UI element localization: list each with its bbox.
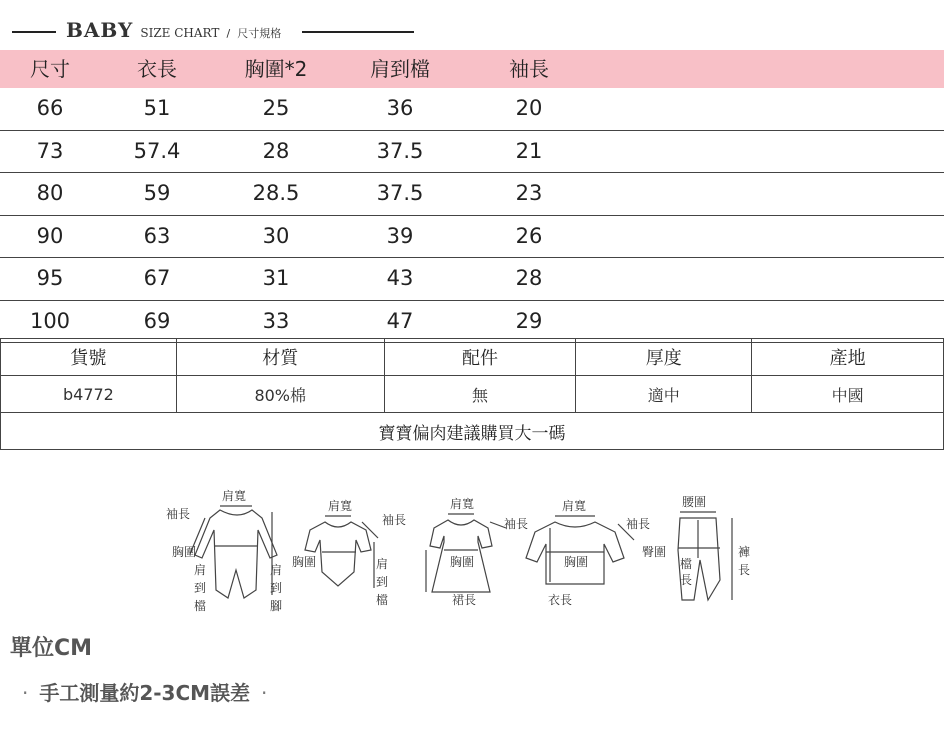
romper-crotch-label-2: 到	[194, 581, 207, 595]
bodysuit-crotch-label-2: 到	[376, 575, 389, 589]
table-cell: 20	[515, 96, 543, 120]
thickness: 適中	[576, 376, 752, 413]
unit-label: 單位CM	[10, 636, 93, 661]
table-cell: 36	[386, 96, 414, 120]
table-cell: 63	[143, 223, 171, 248]
title-separator: /	[226, 27, 231, 40]
material: 80%棉	[176, 376, 384, 413]
romper-outline	[195, 510, 277, 598]
bullet-dot-right: ·	[261, 681, 268, 705]
table-cell: 26	[515, 223, 543, 248]
column-header: 衣長	[137, 57, 177, 81]
table-cell: 67	[143, 266, 171, 290]
bodysuit-crotch-label-3: 檔	[376, 593, 389, 607]
bodysuit-outline	[305, 522, 371, 586]
romper-shoulder-label: 肩寬	[222, 489, 247, 503]
table-cell: 80	[36, 181, 64, 205]
dress-sleeve-label: 袖長	[504, 517, 529, 531]
info-header-row	[1, 339, 944, 376]
table-cell: 59	[143, 181, 171, 205]
romper-sleeve-label: 袖長	[166, 507, 191, 521]
sizing-note: 寶寶偏肉建議購買大一碼	[1, 413, 944, 450]
table-cell: 29	[515, 308, 543, 333]
table-row	[0, 88, 944, 131]
table-row	[0, 301, 944, 344]
table-cell: 100	[29, 308, 71, 333]
table-cell: 33	[262, 308, 290, 333]
table-row	[0, 258, 944, 301]
measurement-disclaimer	[18, 677, 271, 706]
table-cell: 28	[515, 266, 543, 290]
table-cell: 43	[386, 266, 414, 290]
table-cell: 21	[515, 138, 543, 163]
pants-waist-label: 腰圍	[682, 495, 707, 509]
dress-chest-label: 胸圍	[450, 555, 475, 569]
info-value-row	[1, 376, 944, 413]
romper-crotch-label-3: 檔	[194, 599, 207, 613]
pants-length-label-1: 褲	[738, 545, 751, 559]
table-cell: 57.4	[133, 138, 181, 163]
top-chest-label: 胸圍	[564, 555, 589, 569]
table-row	[0, 131, 944, 174]
romper-foot-label-2: 到	[270, 581, 283, 595]
table-cell: 28.5	[252, 181, 300, 205]
info-header: 材質	[176, 339, 384, 376]
dress-shoulder-label: 肩寬	[450, 497, 475, 511]
info-header: 貨號	[1, 339, 177, 376]
table-cell: 30	[262, 223, 290, 248]
table-row	[0, 173, 944, 216]
table-cell: 73	[36, 138, 64, 163]
info-header: 厚度	[576, 339, 752, 376]
bodysuit-shoulder-label: 肩寬	[328, 499, 353, 513]
top-sleeve-label: 袖長	[626, 517, 651, 531]
info-header: 配件	[384, 339, 576, 376]
size-chart-subtitle-cn: 尺寸規格	[237, 27, 282, 40]
table-cell: 23	[515, 181, 543, 205]
dress-skirt-label: 裙長	[452, 593, 477, 607]
romper-chest-label: 胸圍	[172, 545, 197, 559]
product-info-table	[0, 338, 944, 450]
table-cell: 51	[143, 96, 171, 120]
table-cell: 25	[262, 96, 290, 120]
origin: 中國	[752, 376, 944, 413]
pants-crotch-label-1: 檔	[680, 557, 693, 571]
table-cell: 69	[143, 308, 171, 333]
accessories: 無	[384, 376, 576, 413]
header-rule-left	[12, 31, 56, 33]
romper-foot-label-1: 肩	[270, 563, 283, 577]
top-length-label: 衣長	[548, 593, 573, 607]
table-cell: 39	[386, 223, 414, 248]
column-header: 胸圍*2	[244, 57, 308, 81]
romper-foot-label-3: 腳	[270, 599, 283, 613]
bodysuit-sleeve-arrow	[362, 522, 378, 538]
column-header: 袖長	[509, 57, 549, 81]
table-row	[0, 216, 944, 259]
brand-title: BABY	[66, 18, 134, 42]
column-header: 肩到檔	[370, 57, 430, 81]
top-shoulder-label: 肩寬	[562, 499, 587, 513]
table-cell: 66	[36, 96, 64, 120]
disclaimer-text: 手工測量約2-3CM誤差	[39, 681, 251, 705]
table-cell: 47	[386, 308, 414, 333]
top-outline	[526, 522, 624, 584]
chart-title	[66, 18, 281, 42]
info-header: 產地	[752, 339, 944, 376]
size-table-header	[0, 50, 944, 88]
table-cell: 37.5	[376, 181, 424, 205]
column-header: 尺寸	[30, 57, 70, 81]
pants-crotch-label-2: 長	[680, 573, 693, 587]
table-cell: 37.5	[376, 138, 424, 163]
pants-length-label-2: 長	[738, 563, 751, 577]
header-rule-right	[302, 31, 414, 33]
chart-header	[0, 12, 944, 50]
bodysuit-chest-label: 胸圍	[292, 555, 317, 569]
item-number: b4772	[1, 376, 177, 413]
size-table	[0, 50, 944, 343]
measurement-diagrams	[150, 480, 770, 620]
bodysuit-sleeve-label: 袖長	[382, 513, 407, 527]
size-chart-subtitle: SIZE CHART	[140, 26, 220, 40]
bullet-dot-left: ·	[22, 681, 29, 705]
romper-crotch-label-1: 肩	[194, 563, 207, 577]
table-cell: 28	[262, 138, 290, 163]
garment-diagram-svg	[150, 480, 770, 620]
table-cell: 31	[262, 266, 290, 290]
table-cell: 95	[36, 266, 64, 290]
bodysuit-crotch-label-1: 肩	[376, 557, 389, 571]
pants-hip-label: 臀圍	[642, 545, 667, 559]
note-row	[1, 413, 944, 450]
table-cell: 90	[36, 223, 64, 248]
